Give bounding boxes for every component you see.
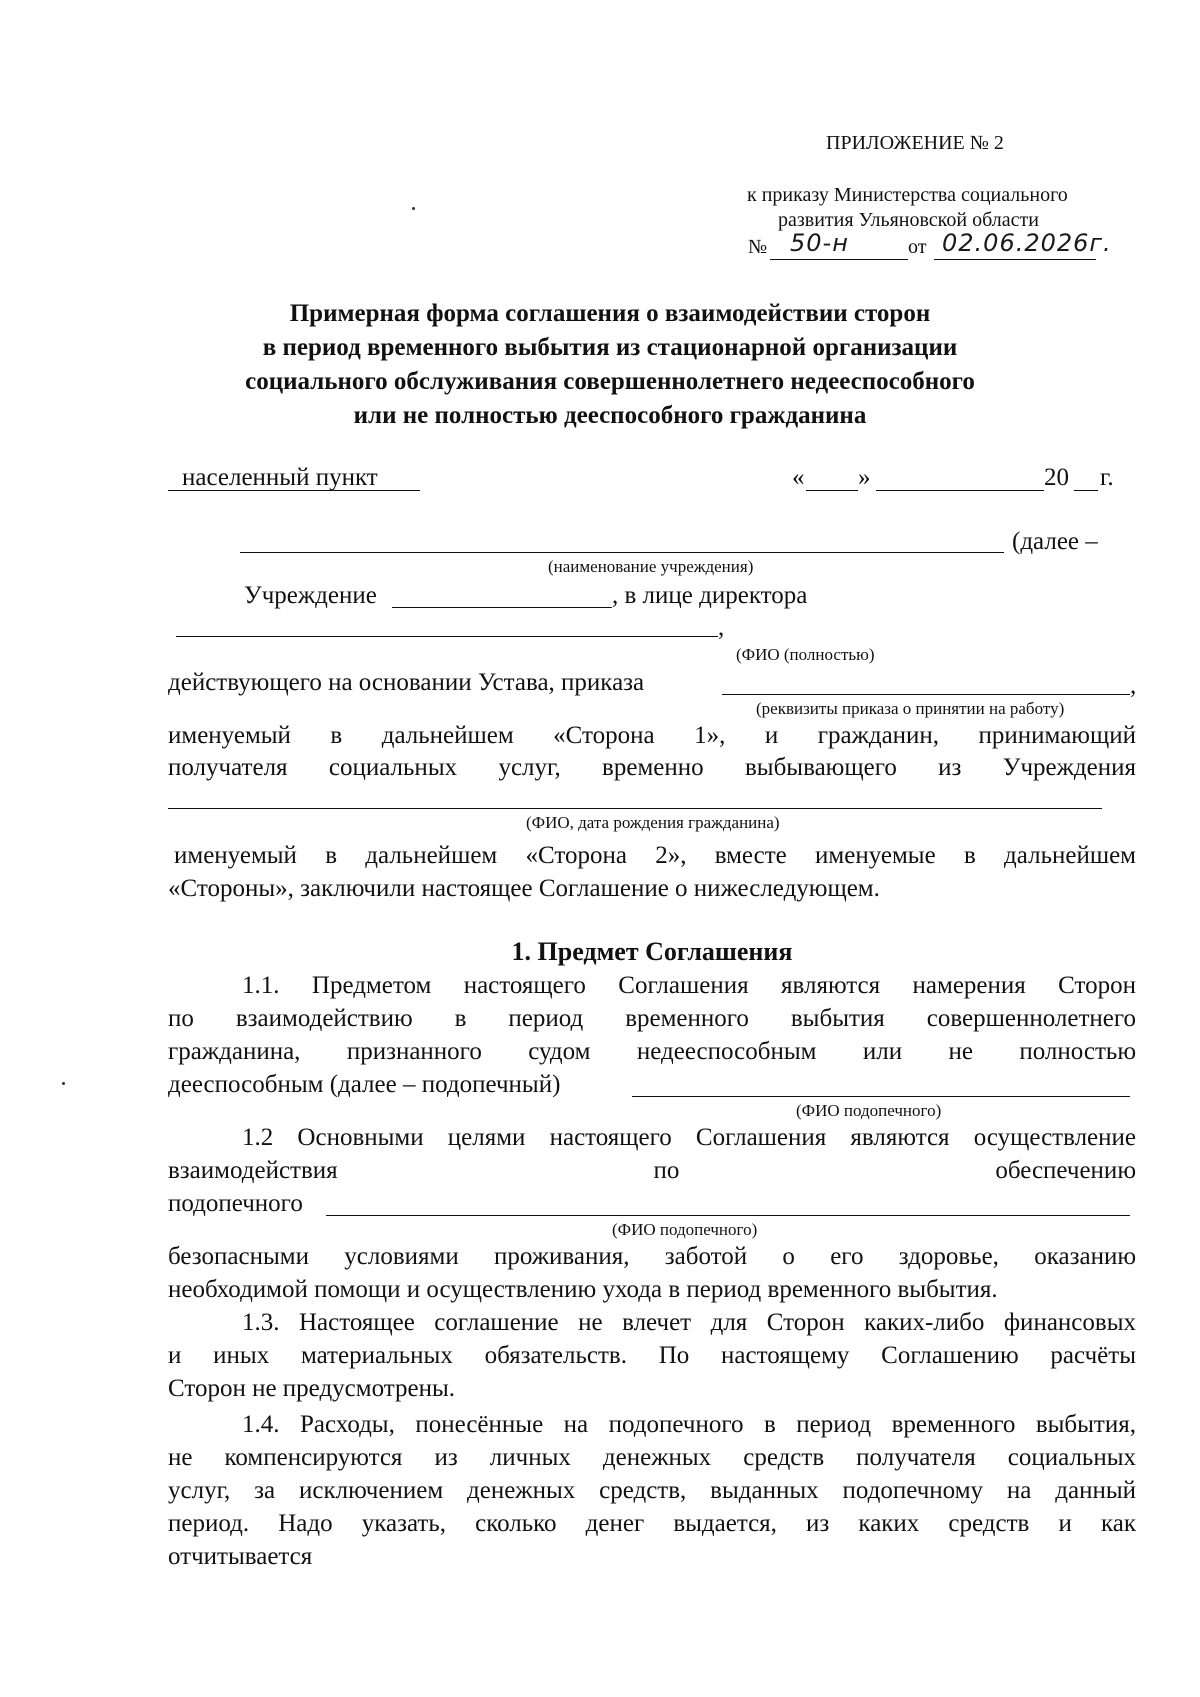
para-1-3-line-2: и иных материальных обязательств. По настоящему Соглашению расчёты bbox=[168, 1342, 1136, 1369]
para-1-2-line-4: безопасными условиями проживания, заботой о его здоровье, оказанию bbox=[168, 1243, 1136, 1270]
para-1-2-line-2: взаимодействия по обеспечению bbox=[168, 1157, 1136, 1184]
place-field: населенный пункт bbox=[182, 464, 378, 491]
year-blank bbox=[1074, 490, 1098, 491]
ward-fio-blank bbox=[632, 1096, 1130, 1097]
month-blank bbox=[876, 490, 1044, 491]
para-1-4-line-1: 1.4. Расходы, понесённые на подопечного в период временного выбытия, bbox=[242, 1411, 1136, 1438]
order-number-label: № bbox=[748, 236, 768, 258]
para-1-4-line-4: период. Надо указать, сколько денег выдается, из каких средств и как bbox=[168, 1510, 1136, 1537]
para-1-2-line-1: 1.2 Основными целями настоящего Соглашения являются осуществление bbox=[242, 1124, 1136, 1151]
para-1-4-line-2: не компенсируются из личных денежных средств получателя социальных bbox=[168, 1444, 1136, 1471]
para-1-3-line-1: 1.3. Настоящее соглашение не влечет для Сторон каких-либо финансовых bbox=[242, 1309, 1136, 1336]
director-fio-caption: (ФИО (полностью) bbox=[736, 645, 875, 664]
para-1-1-line-4: дееспособным (далее – подопечный) bbox=[168, 1071, 561, 1098]
order-date-label: от bbox=[908, 236, 927, 258]
institution-word: Учреждение bbox=[244, 582, 377, 609]
place-underline bbox=[168, 490, 420, 491]
order-number-value: 50-н bbox=[790, 229, 849, 257]
institution-short-blank bbox=[392, 607, 612, 608]
acting-basis-text: действующего на основании Устава, приказа bbox=[168, 669, 645, 696]
director-text: , в лице директора bbox=[612, 582, 808, 609]
director-comma: , bbox=[718, 614, 725, 641]
para-1-2-line-5: необходимой помощи и осуществлению ухода в период временного выбытия. bbox=[168, 1276, 998, 1303]
party2-line: именуемый в дальнейшем «Сторона 2», вместе именуемые в дальнейшем bbox=[174, 842, 1136, 869]
parties-line: «Стороны», заключили настоящее Соглашение о нижеследующем. bbox=[168, 875, 880, 902]
order-date-underline bbox=[934, 259, 1096, 260]
doc-title-line-2: в период временного выбытия из стационарной организации bbox=[262, 334, 958, 361]
day-blank bbox=[806, 490, 858, 491]
order-details-caption: (реквизиты приказа о принятии на работу) bbox=[756, 699, 1065, 718]
date-open-quote: « bbox=[792, 464, 805, 491]
recipient-line: получателя социальных услуг, временно выбывающего из Учреждения bbox=[168, 754, 1136, 781]
section-1-heading: 1. Предмет Соглашения bbox=[511, 937, 793, 966]
ward-fio-caption-2: (ФИО подопечного) bbox=[612, 1220, 758, 1239]
date-close-quote: » bbox=[858, 464, 871, 491]
order-line-2: развития Ульяновской области bbox=[778, 209, 1039, 231]
para-1-3-line-3: Сторон не предусмотрены. bbox=[168, 1375, 455, 1402]
para-1-1-line-3: гражданина, признанного судом недееспособным или не полностью bbox=[168, 1038, 1136, 1065]
citizen-caption: (ФИО, дата рождения гражданина) bbox=[526, 813, 780, 832]
institution-caption: (наименование учреждения) bbox=[548, 557, 754, 576]
order-date-value: 02.06.2026г. bbox=[942, 229, 1112, 257]
year-prefix: 20 bbox=[1044, 464, 1069, 491]
para-1-2-line-3: подопечного bbox=[168, 1190, 303, 1217]
scan-speck-left bbox=[62, 1082, 65, 1085]
acting-comma: , bbox=[1130, 672, 1137, 699]
year-suffix: г. bbox=[1100, 464, 1114, 491]
doc-title-line-3: социального обслуживания совершеннолетнего недееспособного bbox=[245, 368, 975, 395]
ward-fio-caption: (ФИО подопечного) bbox=[796, 1101, 942, 1120]
para-1-1-line-1: 1.1. Предметом настоящего Соглашения являются намерения Сторон bbox=[242, 972, 1136, 999]
order-details-blank bbox=[722, 694, 1130, 695]
institution-blank bbox=[240, 552, 1004, 553]
order-number-underline bbox=[770, 259, 908, 260]
director-fio-blank bbox=[176, 636, 718, 637]
party1-named-line: именуемый в дальнейшем «Сторона 1», и гражданин, принимающий bbox=[168, 722, 1136, 749]
doc-title-line-4: или не полностью дееспособного гражданина bbox=[353, 402, 867, 429]
para-1-1-line-2: по взаимодействию в период временного выбытия совершеннолетнего bbox=[168, 1005, 1136, 1032]
scan-speck bbox=[412, 207, 415, 210]
doc-title-line-1: Примерная форма соглашения о взаимодействии сторон bbox=[289, 300, 931, 327]
citizen-blank bbox=[168, 808, 1102, 809]
ward-fio-blank-2 bbox=[326, 1215, 1130, 1216]
dalee-text: (далее – bbox=[1012, 528, 1098, 555]
para-1-4-line-5: отчитывается bbox=[168, 1543, 313, 1570]
order-line-1: к приказу Министерства социального bbox=[747, 184, 1068, 206]
para-1-4-line-3: услуг, за исключением денежных средств, выданных подопечному на данный bbox=[168, 1477, 1136, 1504]
appendix-label: ПРИЛОЖЕНИЕ № 2 bbox=[826, 132, 1004, 154]
